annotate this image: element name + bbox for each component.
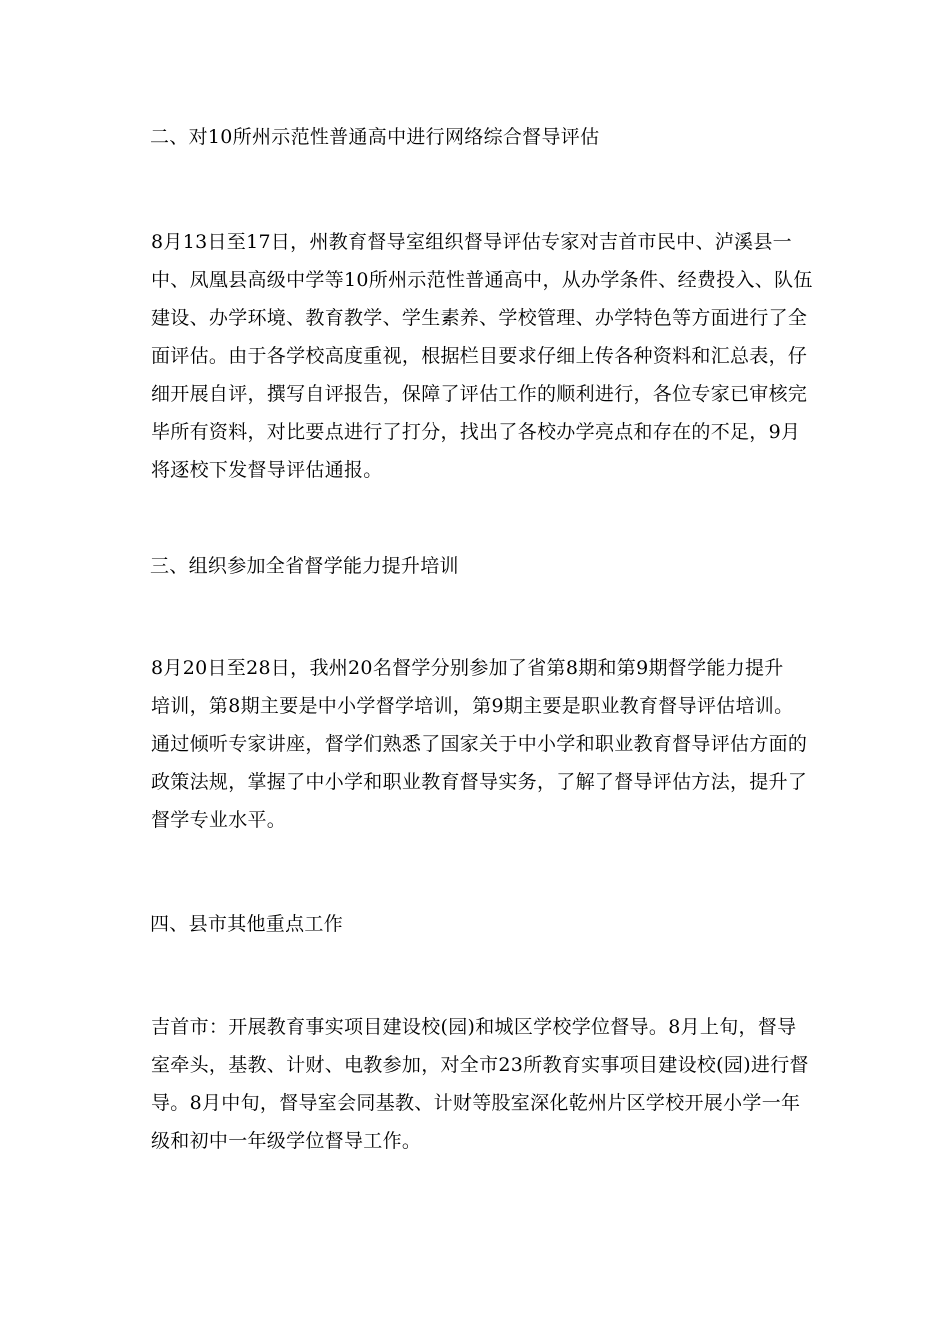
paragraph-line: 中、凤凰县高级中学等10所州示范性普通高中，从办学条件、经费投入、队伍 [151,269,813,291]
paragraph-line: 级和初中一年级学位督导工作。 [151,1130,422,1152]
section-paragraph-4 [145,1008,809,1160]
paragraph-line: 8月13日至17日，州教育督导室组织督导评估专家对吉首市民中、泸溪县一 [151,231,792,253]
paragraph-line: 政策法规，掌握了中小学和职业教育督导实务，了解了督导评估方法，提升了 [151,771,808,793]
paragraph-line: 室牵头，基教、计财、电教参加，对全市23所教育实事项目建设校(园)进行督 [151,1054,809,1076]
paragraph-line: 培训，第8期主要是中小学督学培训，第9期主要是职业教育督导评估培训。 [151,695,794,717]
section-paragraph-2 [145,223,813,489]
section-heading-2: 二、对10所州示范性普通高中进行网络综合督导评估 [150,126,600,148]
paragraph-line: 将逐校下发督导评估通报。 [151,459,383,481]
paragraph-line: 吉首市：开展教育事实项目建设校(园)和城区学校学位督导。8月上旬，督导 [151,1016,797,1038]
paragraph-line: 细开展自评，撰写自评报告，保障了评估工作的顺利进行，各位专家已审核完 [151,383,808,405]
paragraph-line: 毕所有资料，对比要点进行了打分，找出了各校办学亮点和存在的不足，9月 [151,421,801,443]
paragraph-line: 通过倾听专家讲座，督学们熟悉了国家关于中小学和职业教育督导评估方面的 [151,733,808,755]
paragraph-line: 督学专业水平。 [151,809,287,831]
paragraph-line: 导。8月中旬，督导室会同基教、计财等股室深化乾州片区学校开展小学一年 [151,1092,801,1114]
paragraph-line: 建设、办学环境、教育教学、学生素养、学校管理、办学特色等方面进行了全 [151,307,808,329]
section-heading-3: 三、组织参加全省督学能力提升培训 [150,555,459,577]
paragraph-line: 8月20日至28日，我州20名督学分别参加了省第8期和第9期督学能力提升 [151,657,784,679]
section-paragraph-3 [145,649,808,839]
paragraph-line: 面评估。由于各学校高度重视，根据栏目要求仔细上传各种资料和汇总表，仔 [151,345,808,367]
section-heading-4: 四、县市其他重点工作 [150,913,344,935]
